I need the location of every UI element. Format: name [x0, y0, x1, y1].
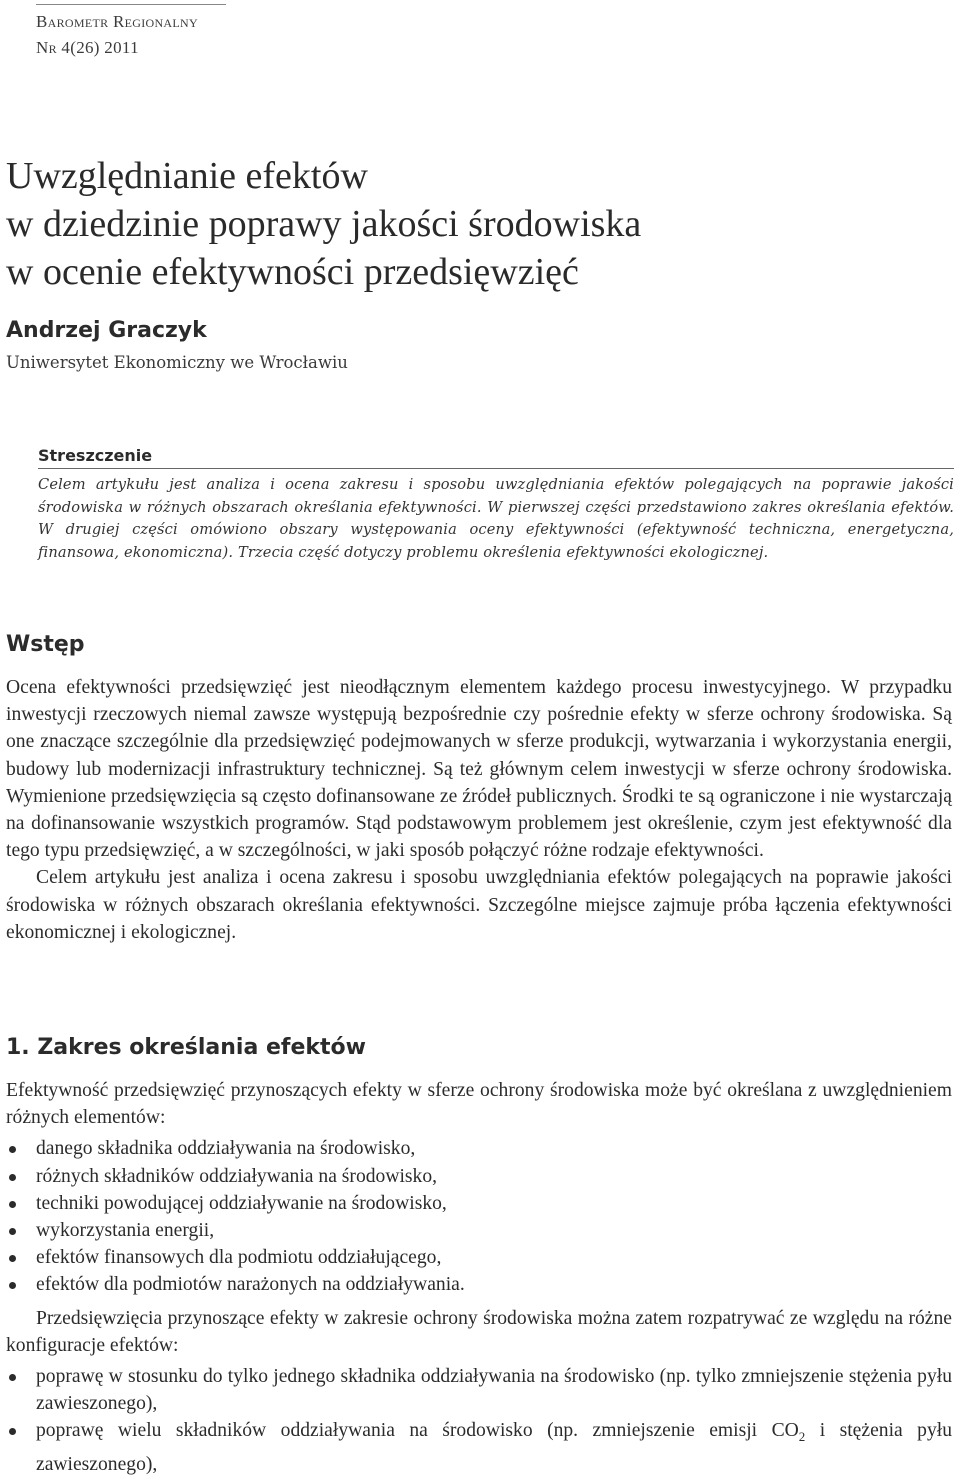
title-line: w dziedzinie poprawy jakości środowiska [6, 203, 642, 245]
subscript: 2 [798, 1429, 806, 1445]
issue-number: Nr 4(26) 2011 [36, 38, 139, 57]
intro-paragraph: Celem artykułu jest analiza i ocena zakresu i sposobu uwzględniania efektów polegających na poprawie jakości środowiska w różnych obszarach określania efektywności. Szczególne miejsce zajmuje próba łączenia efektywności ekonomicznej i ekologicznej. [6, 867, 952, 943]
list-item-text: i stężenia pyłu zawieszonego), [36, 1420, 952, 1475]
section-heading-intro: Wstęp [6, 632, 85, 657]
list-item-text: danego składnika oddziaływania na środowisko, [36, 1138, 416, 1160]
author-affiliation: Uniwersytet Ekonomiczny we Wrocławiu [6, 353, 348, 372]
elements-list [6, 1135, 952, 1298]
list-item-text: różnych składników oddziaływania na środowisko, [36, 1165, 438, 1187]
list-item [6, 1190, 952, 1217]
intro-body [6, 674, 952, 946]
bullet-icon [9, 1174, 16, 1181]
bullet-icon [9, 1228, 16, 1235]
configurations-list [6, 1363, 952, 1478]
journal-name: Barometr Regionalny [36, 12, 198, 31]
header-rule [36, 4, 226, 5]
section1-body [6, 1077, 952, 1484]
title-line: w ocenie efektywności przedsięwzięć [6, 251, 579, 293]
list-item [6, 1163, 952, 1190]
intro-paragraph: Ocena efektywności przedsięwzięć jest nieodłącznym elementem każdego procesu inwestycyjnego. W przypadku inwestycji rzeczowych niemal zawsze występują bezpośrednie czy pośrednie efekty w sferze ochrony środowiska. Są one znaczące szczególnie dla przedsięwzięć podejmowanych w sferze produkcji, wytwarzania i wykorzystania energii, budowy lub modernizacji infrastruktury technicznej. Są też głównym celem inwestycji w sferze ochrony środowiska. Wymienione przedsięwzięcia są często dofinansowane ze źródeł publicznych. Środki te są ograniczone i nie wystarczają na dofinansowanie wszystkich programów. Stąd podstawowym problemem jest określenie, czym jest efektywność dla tego typu przedsięwzięć, a w szczególności, w jaki sposób połączyć różne rodzaje efektywności. [6, 677, 952, 862]
list-item-text: poprawę w stosunku do tylko jednego składnika oddziaływania na środowisko (np. tylko zmniejszenie stężenia pyłu zawieszonego), [36, 1366, 952, 1415]
list-item-text: efektów dla podmiotów narażonych na oddziaływania. [36, 1274, 465, 1296]
bullet-icon [9, 1374, 16, 1381]
author-name: Andrzej Graczyk [6, 318, 207, 343]
title-line: Uwzględnianie efektów [6, 155, 368, 197]
bullet-icon [9, 1428, 16, 1435]
abstract-heading: Streszczenie [38, 446, 954, 469]
list-item-text: techniki powodującej oddziaływanie na środowisko, [36, 1192, 447, 1214]
list-item-text: efektów finansowych dla podmiotu oddziałującego, [36, 1247, 442, 1269]
list-item [6, 1417, 952, 1477]
bullet-icon [9, 1146, 16, 1153]
abstract-text: Celem artykułu jest analiza i ocena zakresu i sposobu uwzględniania efektów polegających na poprawie jakości środowiska w różnych obszarach określania efektywności. W pierwszej części przedstawiono zakres określania efektów. W drugiej części omówiono obszary występowania oceny efektywności (efektywność techniczna, energetyczna, finansowa, ekonomiczna). Trzecia część dotyczy problemu określenia efektywności ekologicznej. [38, 476, 954, 561]
list-item [6, 1244, 952, 1271]
list-item-text: poprawę wielu składników oddziaływania na środowisko (np. zmniejszenie emisji CO [36, 1420, 799, 1442]
running-header [36, 4, 226, 61]
section-heading-1: 1. Zakres określania efektów [6, 1035, 366, 1060]
article-title [6, 152, 946, 296]
list-item-text: wykorzystania energii, [36, 1220, 215, 1242]
list-item [6, 1135, 952, 1162]
abstract [38, 446, 954, 564]
list-item [6, 1217, 952, 1244]
bullet-icon [9, 1282, 16, 1289]
bullet-icon [9, 1255, 16, 1262]
list-item [6, 1271, 952, 1298]
list-item [6, 1363, 952, 1417]
section1-paragraph: Przedsięwzięcia przynoszące efekty w zakresie ochrony środowiska można zatem rozpatrywać ze względu na różne konfiguracje efektów: [6, 1307, 952, 1356]
section1-paragraph: Efektywność przedsięwzięć przynoszących efekty w sferze ochrony środowiska może być określana z uwzględnieniem różnych elementów: [6, 1080, 952, 1129]
bullet-icon [9, 1201, 16, 1208]
